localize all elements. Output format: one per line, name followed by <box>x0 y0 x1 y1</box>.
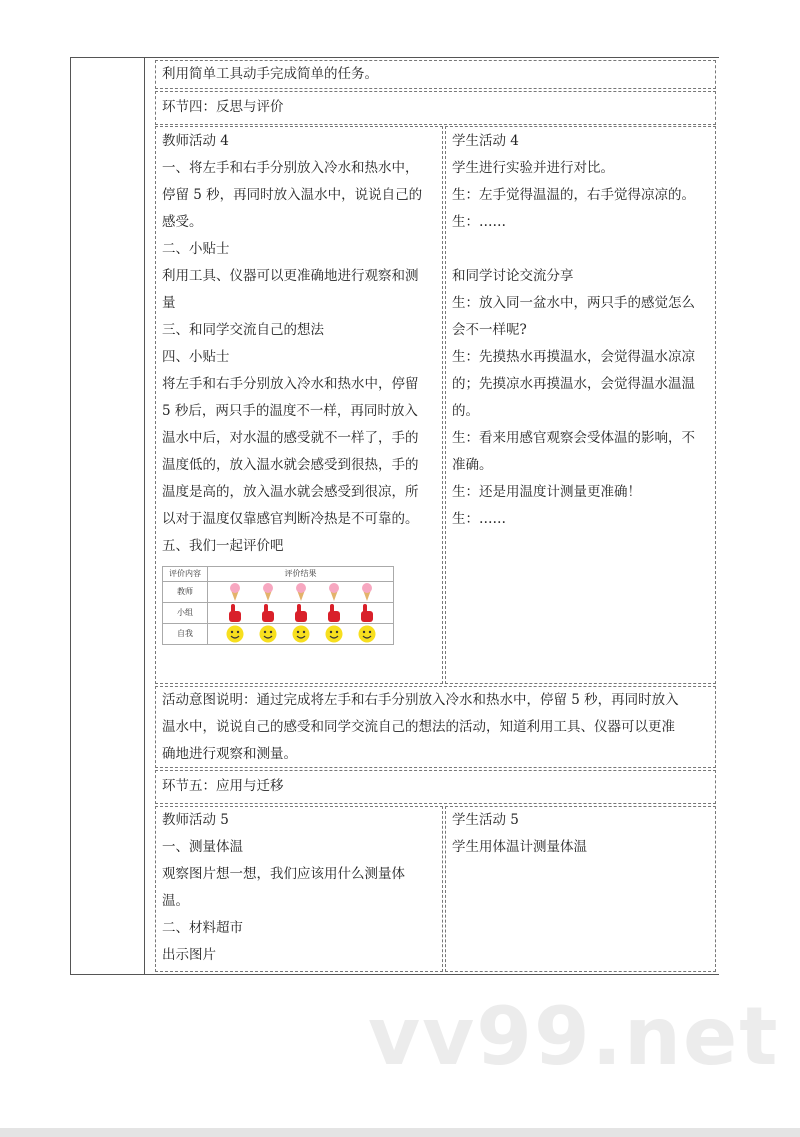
teacher-activity-5-cell <box>155 806 443 972</box>
text-line: 教师活动 5 <box>162 812 229 828</box>
text-line: 的；先摸凉水再摸温水，会觉得温水温温 <box>452 376 695 392</box>
eval-row-label: 小组 <box>163 603 208 624</box>
thumbs-up-icon <box>360 604 374 622</box>
text-line: 温水中后，对水温的感受就不一样了，手的 <box>162 430 419 446</box>
text-line: 生：还是用温度计测量更准确！ <box>452 484 641 500</box>
watermark: vv99.net <box>368 990 780 1083</box>
text-line: 一、测量体温 <box>162 839 243 855</box>
text-line: 生：…… <box>452 511 506 527</box>
eval-row-icons <box>208 582 394 603</box>
text-line: 生：看来用感官观察会受体温的影响，不 <box>452 430 695 446</box>
text-line: 量 <box>162 295 176 311</box>
smiley-icon <box>358 625 376 643</box>
ice-cream-icon <box>360 583 374 601</box>
table-column-divider <box>144 57 145 974</box>
smiley-icon <box>226 625 244 643</box>
eval-row-icons <box>208 624 394 645</box>
eval-header-content: 评价内容 <box>163 567 208 582</box>
eval-row-label: 自我 <box>163 624 208 645</box>
text-line: 四、小贴士 <box>162 349 230 365</box>
text-line: 学生用体温计测量体温 <box>452 839 587 855</box>
stage4-title: 环节四：反思与评价 <box>162 99 284 115</box>
text-line: 会不一样呢? <box>452 322 527 338</box>
thumbs-up-icon <box>327 604 341 622</box>
text-line: 温度是高的，放入温水就会感受到很凉，所 <box>162 484 419 500</box>
stage4-title-cell <box>155 91 716 125</box>
thumbs-up-icon <box>261 604 275 622</box>
thumbs-up-icon <box>294 604 308 622</box>
eval-row-label: 教师 <box>163 582 208 603</box>
eval-header-result: 评价结果 <box>208 567 394 582</box>
text-line: 观察图片想一想，我们应该用什么测量体 <box>162 866 405 882</box>
text-line: 温水中，说说自己的感受和同学交流自己的想法的活动，知道利用工具、仪器可以更准 <box>162 719 675 735</box>
text-line: 温。 <box>162 893 189 909</box>
text-line: 一、将左手和右手分别放入冷水和热水中， <box>162 160 419 176</box>
student-activity-4-cell <box>445 126 716 684</box>
text-line: 利用工具、仪器可以更准确地进行观察和测 <box>162 268 419 284</box>
text-line: 二、材料超市 <box>162 920 243 936</box>
text-line: 生：左手觉得温温的，右手觉得凉凉的。 <box>452 187 695 203</box>
text-line: 准确。 <box>452 457 493 473</box>
text-line: 以对于温度仅靠感官判断冷热是不可靠的。 <box>162 511 419 527</box>
text-line: 生：放入同一盆水中，两只手的感觉怎么 <box>452 295 695 311</box>
teacher-activity-4-text <box>162 128 436 560</box>
eval-row-icons <box>208 603 394 624</box>
teacher-activity-4-cell <box>155 126 443 684</box>
stage5-title-cell <box>155 770 716 804</box>
page-bottom-edge <box>0 1128 800 1137</box>
text-line: 学生活动 4 <box>452 133 519 149</box>
thumbs-up-icon <box>228 604 242 622</box>
stage5-title: 环节五：应用与迁移 <box>162 778 284 794</box>
text-line: 生：先摸热水再摸温水，会觉得温水凉凉 <box>452 349 695 365</box>
text-line: 生：…… <box>452 214 506 230</box>
evaluation-table <box>162 566 394 645</box>
student-activity-5-cell <box>445 806 716 972</box>
task-summary-text: 利用简单工具动手完成简单的任务。 <box>162 66 378 82</box>
text-line: 确地进行观察和测量。 <box>162 746 297 762</box>
task-summary-cell <box>155 60 716 89</box>
activity-intent-cell <box>155 686 716 768</box>
text-line: 温度低的，放入温水就会感受到很热，手的 <box>162 457 419 473</box>
ice-cream-icon <box>261 583 275 601</box>
text-line: 和同学讨论交流分享 <box>452 268 574 284</box>
text-line: 将左手和右手分别放入冷水和热水中，停留 <box>162 376 419 392</box>
smiley-icon <box>259 625 277 643</box>
text-line: 三、和同学交流自己的想法 <box>162 322 324 338</box>
text-line: 二、小贴士 <box>162 241 230 257</box>
ice-cream-icon <box>327 583 341 601</box>
ice-cream-icon <box>294 583 308 601</box>
text-line: 活动意图说明：通过完成将左手和右手分别放入冷水和热水中，停留 5 秒，再同时放入 <box>162 692 679 708</box>
text-line: 5 秒后，两只手的温度不一样，再同时放入 <box>162 403 418 419</box>
text-line: 学生进行实验并进行对比。 <box>452 160 614 176</box>
text-line: 学生活动 5 <box>452 812 519 828</box>
text-line: 教师活动 4 <box>162 133 229 149</box>
blank-line <box>452 236 709 263</box>
text-line: 出示图片 <box>162 947 216 963</box>
text-line: 停留 5 秒，再同时放入温水中，说说自己的 <box>162 187 423 203</box>
smiley-icon <box>292 625 310 643</box>
ice-cream-icon <box>228 583 242 601</box>
smiley-icon <box>325 625 343 643</box>
text-line: 感受。 <box>162 214 203 230</box>
text-line: 五、我们一起评价吧 <box>162 538 284 554</box>
text-line: 的。 <box>452 403 479 419</box>
